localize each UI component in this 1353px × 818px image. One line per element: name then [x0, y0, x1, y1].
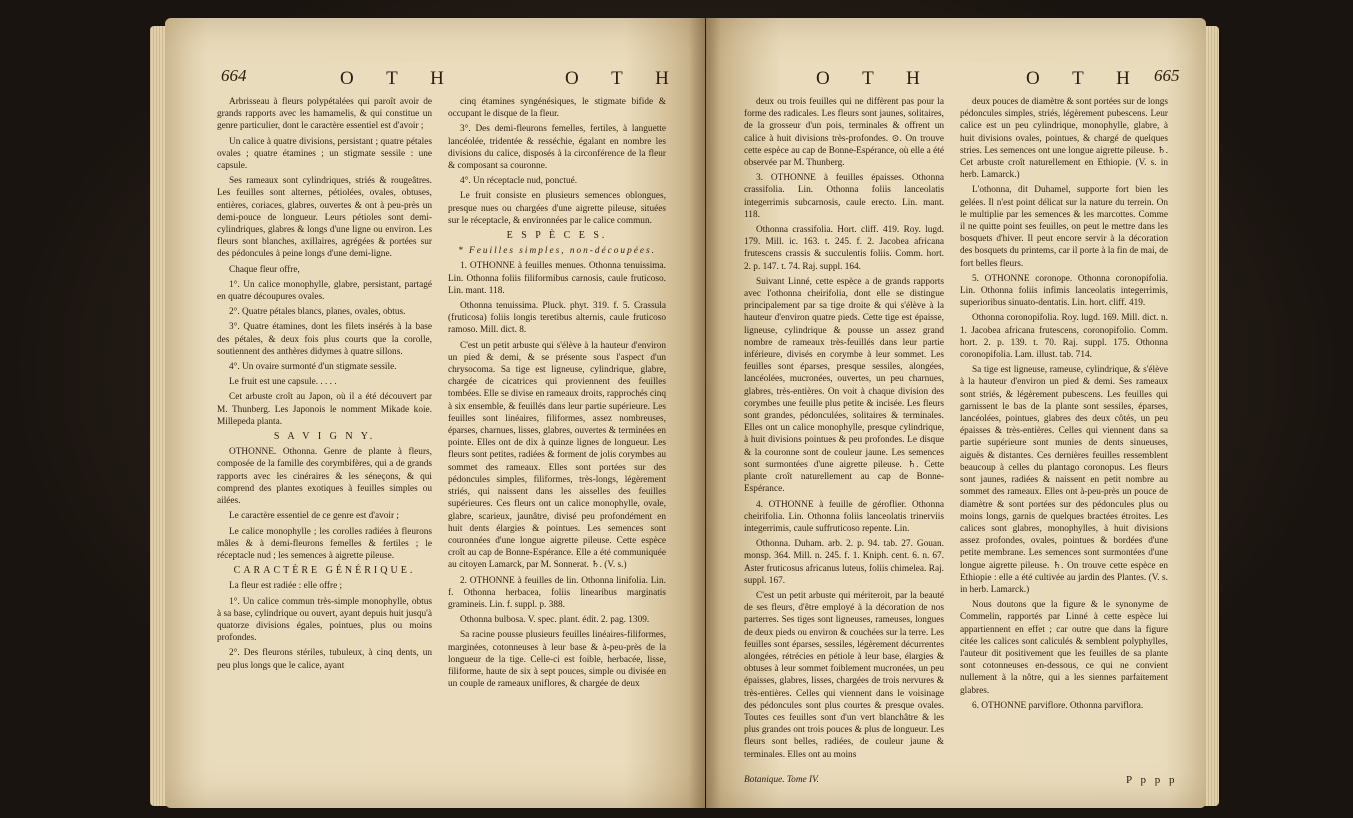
paragraph: 2°. Quatre pétales blancs, planes, ovales, obtus. — [229, 307, 406, 318]
right-page-column-2 — [960, 96, 1168, 772]
paragraph: 3. OTHONNE à feuilles épaisses. Othonna crassifolia. Lin. Othonna foliis lanceolatis integerrimis subcarnosis, caule erecto. Lin. mant. 118. — [744, 173, 944, 220]
paragraph: OTHONNE. Othonna. Genre de plante à fleurs, composée de la famille des corymbifères, qui a de grands rapports avec les cinéraires & les séneçons, & qui comprend des plantes exotiques à feuilles simples ou ailées. — [217, 447, 432, 507]
right-header-left: O T H — [816, 68, 934, 89]
paragraph: CARACTÈRE GÉNÉRIQUE. — [233, 565, 416, 577]
paragraph: E S P È C E S. — [506, 230, 608, 242]
paragraph: S A V I G N Y. — [273, 431, 376, 443]
paragraph: Un calice à quatre divisions, persistant ; quatre pétales ovales ; quatre étamines ; un stigmate sessile : une capsule. — [217, 136, 432, 172]
left-page-number: 664 — [221, 66, 247, 85]
footer-volume: Botanique. Tome IV. — [744, 775, 819, 785]
right-page-number: 665 — [1154, 66, 1180, 85]
paragraph: Arbrisseau à fleurs polypétalées qui paroît avoir de grands rapports avec les hamamelis, & qui constitue un genre particulier, dont le caractère essentiel est d'avoir ; — [217, 97, 432, 132]
paragraph: Le calice monophylle ; les corolles radiées à fleurons mâles & à demi-fleurons femelles & fertiles ; le réceptacle nud ; les semences à aigrette pileuse. — [217, 526, 432, 561]
right-page-column-1 — [744, 96, 944, 772]
paragraph: Le caractère essentiel de ce genre est d'avoir ; — [229, 511, 399, 522]
paragraph: 5. OTHONNE coronope. Othonna coronopifolia. Lin. Othonna foliis infimis lanceolatis integerrimis, superioribus sinuato-dentatis. Lin. hort. cliff. 419. — [960, 273, 1168, 309]
paragraph: 4. OTHONNE à feuille de géroflier. Othonna cheirifolia. Lin. Othonna foliis lanceolatis trinerviis integerrimis, caule suffruticoso repente. Lin. — [744, 499, 944, 534]
paragraph: * Feuilles simples, non-découpées. — [458, 246, 656, 257]
paragraph: Nous doutons que la figure & le synonyme de Commelin, rapportés par Linné à cette espèce lui appartiennent en effet ; car outre que dans la figure citée les calices sont caliculés & semblent polyphylles, l'auteur dit positivement que les feuilles de sa plante sont cotonneuses en-dessous, ce qui ne convient nullement à la nôtre, qui a les siennes parfaitement glabres. — [960, 600, 1168, 696]
paragraph: Cet arbuste croît au Japon, où il a été découvert par M. Thunberg. Les Japonois le nomment Mikade koie. Millepeda planta. — [217, 392, 432, 427]
paragraph: Ses rameaux sont cylindriques, striés & rougeâtres. Les feuilles sont alternes, pétiolées, ovales, obtuses, entières, coriaces, glabres, ouvertes & ont à peu-près un demi-pouce de longueur. Leurs pétioles sont demi-cylindriques, glabres & longs d'une ligne ou environ. Les fleurs sont blanches, axillaires, agrégées & portées sur des pédoncules à peine longs d'une demi-ligne. — [217, 176, 432, 260]
paragraph: Othonna coronopifolia. Roy. lugd. 169. Mill. dict. n. 1. Jacobea africana frutescens, coronopifolio. Comm. hort. 2. p. 139. t. 70. Raj. suppl. 175. Othonna coronopifolia. Lam. illust. tab. 714. — [960, 313, 1168, 361]
paragraph: Othonna tenuissima. Pluck. phyt. 319. f. 5. Crassula (fruticosa) foliis longis teretibus alternis, caule fruticoso ramoso. Mill. dict. 8. — [448, 301, 666, 336]
paragraph: 4°. Un réceptacle nud, ponctué. — [460, 176, 578, 187]
paragraph: Le fruit consiste en plusieurs semences oblongues, presque nues ou chargées d'une aigrette pileuse, situées sur le réceptacle, & environnées par le calice commun. — [448, 191, 666, 226]
left-page-column-1 — [217, 96, 432, 796]
paragraph: L'othonna, dit Duhamel, supporte fort bien les gelées. Il n'est point délicat sur la nature du terrein. On le multiplie par les semences & les marcottes. Comme il ne quitte point ses feuilles, on peut le mettre dans les bosquets d'hiver. Il peut encore servir à la décoration des bosquets du printems, car il porte à la fin de mai, de fort belles fleurs. — [960, 185, 1168, 269]
paragraph: 4°. Un ovaire surmonté d'un stigmate sessile. — [229, 362, 397, 373]
paragraph: Suivant Linné, cette espèce a de grands rapports avec l'othonna cheirifolia, dont elle se distingue principalement par sa tige droite & qui s'élève à la hauteur d'environ quatre pieds. Cette tige est épaisse, ligneuse, cylindrique & pousse un assez grand nombre de rameaux très-feuillés dans leur partie inférieure, divisés en corymbe à leur sommet. Les feuilles sont éparses, presque sessiles, alongées, lancéolées, mucronées, ouvertes, un peu charnues, glabres, très-entières. On voit à chaque division des corymbes une feuille plus petite & incisée. Les fleurs sont grandes, pédonculées, solitaires & terminales. Elles ont un calice monophylle, presque cylindrique, à huit divisions pointues & peu profondes. Le disque & la couronne sont de couleur jaune. Les semences sont surmontées d'une aigrette pileuse. ♄. Cette plante croît naturellement au cap de Bonne-Espérance. — [744, 276, 944, 495]
left-page-column-2 — [448, 96, 666, 796]
paragraph: 1°. Un calice monophylle, glabre, persistant, partagé en quatre découpures ovales. — [217, 279, 432, 303]
paragraph: 1°. Un calice commun très-simple monophylle, obtus à sa base, cylindrique ou ouvert, ayant depuis huit jusqu'à quatorze divisions égales, pointues, plus ou moins profondes. — [217, 596, 432, 644]
paragraph: Sa tige est ligneuse, rameuse, cylindrique, & s'élève à la hauteur d'environ un pied & demi. Ses rameaux sont striés, & légèrement pubescens. Les feuilles qui garnissent le bas de la plante sont sessiles, éparses, lancéolées, pointues, glabres des deux côtés, un peu épaisses & très-entières. Celles qui viennent dans sa partie supérieure sont munies de dents sinueuses, aiguës & distantes. Ces dernières feuilles ressemblent beaucoup à celles du plantago coronopus. Les fleurs sont jaunes, radiées & naissent en petit nombre au sommet des rameaux. Elles ont à-peu-près un pouce de diamètre & sont portées sur des pédoncules plus ou moins longs, garnis de quelques bractées étroites. Les calices sont glabres, monophylles, à huit divisions assez profondes, ovales, pointues & bordées d'une petite membrane. Les semences sont surmontées d'une longue aigrette pileuse. ♄. On trouve cette espèce en Ethiopie : elle a été cultivée au jardin des Plantes. (V. s. in herb. Lamarck.) — [960, 365, 1168, 595]
paragraph: C'est un petit arbuste qui mériteroit, par la beauté de ses fleurs, d'être employé à la décoration de nos parterres. Ses tiges sont ligneuses, rameuses, longues de deux pieds ou environ & couchées sur la terre. Les feuilles sont éparses, sessiles, légèrement décurrentes alongées, rétrécies en pétiole à leur base, élargies & obtuses à leur sommet foiblement mucronées, un peu épaisses, glabres, lisses, chargées de trois nervures & très-entières. Celles qui viennent dans le voisinage des pédoncules sont plus courtes & presque ovales. Toutes ces feuilles sont d'un vert blanchâtre & les plus grandes ont trois pouces & plus de longueur. Les fleurs sont belles, radiées, de couleur jaune & terminales. Elles ont au moins — [744, 590, 944, 760]
right-header-right: O T H — [1026, 68, 1144, 89]
paragraph: C'est un petit arbuste qui s'élève à la hauteur d'environ un pied & demi, & se présente sous l'aspect d'un chrysocoma. Sa tige est ligneuse, cylindrique, glabre, chargée de cicatrices qui proviennent des feuilles tombées. Elle se divise en rameaux droits, rapprochés cinq à six ensemble, & feuillés dans leur partie supérieure. Les feuilles sont linéaires, filiformes, assez nombreuses, éparses, charnues, lisses, glabres, ouvertes & terminées en pointe. Elles ont de dix à quinze lignes de longueur. Les fleurs sont petites, radiées & forment de jolis corymbes au sommet des rameaux. Elles sont portées sur des pédoncules simples, filiformes, très-longs, légèrement striés, qui naissent dans les aisselles des feuilles supérieures. Ces fleurs ont un calice monophylle, ovale, glabre, scarieux, jaunâtre, divisé peu profondément en huit dents élargies & pointues. Les semences sont couronnées d'une longue aigrette pileuse. Cette espèce croît au cap de Bonne-Espérance. Elle a été communiquée au citoyen Lamarck, par M. Sonnerat. ♄. (V. s.) — [448, 340, 666, 571]
paragraph: 6. OTHONNE parviflore. Othonna parviflora. — [972, 700, 1144, 711]
paragraph: La fleur est radiée : elle offre ; — [229, 581, 343, 592]
paragraph: Othonna bulbosa. V. spec. plant. édit. 2. pag. 1309. — [460, 615, 650, 626]
paragraph: 2°. Des fleurons stériles, tubuleux, à cinq dents, un peu plus longs que le calice, ayant — [217, 648, 432, 671]
paragraph: Le fruit est une capsule. . . . . — [229, 377, 337, 388]
paragraph: cinq étamines syngénésiques, le stigmate bifide & occupant le disque de la fleur. — [448, 97, 666, 120]
left-header-right: O T H — [565, 68, 683, 89]
right-page — [706, 18, 1206, 808]
left-page — [165, 18, 705, 808]
paragraph: 2. OTHONNE à feuilles de lin. Othonna linifolia. Lin. f. Othonna herbacea, foliis linearibus marginatis gramineis. Lin. f. suppl. p. 388. — [448, 575, 666, 610]
paragraph: Sa racine pousse plusieurs feuilles linéaires-filiformes, marginées, cotonneuses à leur base & à-peu-près de la longueur de la tige. Celle-ci est foible, herbacée, lisse, filiforme, haute de six à sept pouces, simple ou divisée en un couple de rameaux uniflores, & chargée de deux — [448, 630, 666, 690]
paragraph: 3°. Des demi-fleurons femelles, fertiles, à languette lancéolée, tridentée & resséchie, égalant en nombre les divisions du calice, disposés à la circonférence de la fleur & composant sa couronne. — [448, 124, 666, 172]
paragraph: deux ou trois feuilles qui ne diffèrent pas pour la forme des radicales. Les fleurs sont jaunes, solitaires, de la grosseur d'un pois, terminales & offrent un calice à huit divisions très-profondes. ⊙. On trouve cette espèce au cap de Bonne-Espérance, où elle a été observée par M. Thunberg. — [744, 97, 944, 169]
paragraph: Othonna. Duham. arb. 2. p. 94. tab. 27. Gouan. monsp. 364. Mill. n. 245. f. 1. Kniph. cent. 6. n. 67. Aster fruticosus africanus luteus, foliis chimelea. Raj. suppl. 167. — [744, 539, 944, 586]
paragraph: 3°. Quatre étamines, dont les filets insérés à la base des pétales, & deux fois plus courts que la corolle, soutiennent des anthères didymes à quatre sillons. — [217, 322, 432, 357]
paragraph: deux pouces de diamètre & sont portées sur de longs pédoncules simples, striés, légèrement pubescens. Leur calice est un peu cylindrique, monophylle, glabre, à huit divisions ovales, pointues, & chargé de quelques stries. Les semences ont une longue aigrette pileuse. ♄. Cet arbuste croît naturellement en Ethiopie. (V. s. in herb. Lamarck.) — [960, 97, 1168, 181]
paragraph: Othonna crassifolia. Hort. cliff. 419. Roy. lugd. 179. Mill. ic. 163. t. 245. f. 2. Jacobea africana frutescens crassis & succulentis foliis. Comm. hort. 2. p. 147. t. 74. Raj. suppl. 164. — [744, 225, 944, 272]
paragraph: Chaque fleur offre, — [229, 264, 300, 275]
paragraph: 1. OTHONNE à feuilles menues. Othonna tenuissima. Lin. Othonna foliis filiformibus carnosis, caule fruticoso. Lin. mant. 118. — [448, 261, 666, 296]
signature-mark: P p p p — [1126, 774, 1178, 786]
left-header-left: O T H — [340, 68, 458, 89]
